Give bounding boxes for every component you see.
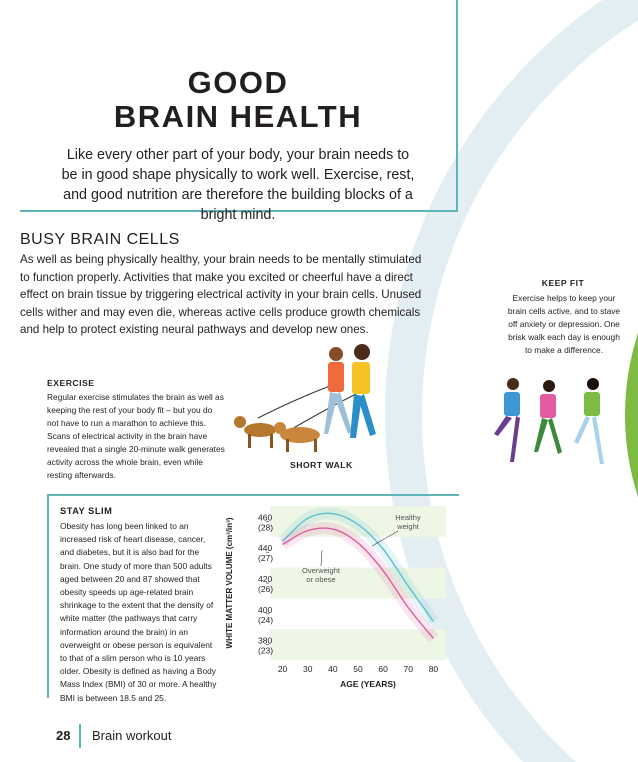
x-tick-label: 50 <box>353 664 363 674</box>
y-tick-label: 440 <box>258 543 273 554</box>
x-tick-label: 80 <box>428 664 439 674</box>
footer-divider <box>79 724 81 748</box>
page-title-line1: GOOD <box>187 65 289 100</box>
walk-caption: SHORT WALK <box>290 460 353 470</box>
y-tick-label: 400 <box>258 604 273 615</box>
grid-band <box>270 629 446 660</box>
x-axis-label: AGE (YEARS) <box>340 679 396 689</box>
header-divider-vertical <box>456 0 458 210</box>
stay-slim-title: STAY SLIM <box>60 506 113 516</box>
exercise-body: Regular exercise stimulates the brain as well as keeping the rest of your body fit – but you do not have to run a marathon to achieve this. Scans of electrical activity in the brain have revealed that a single 20-minute walk generates activity across the whole brain, even while resting afterwards. <box>47 392 225 480</box>
walking-illustration <box>228 338 388 460</box>
annotation-overweight: or obese <box>306 575 336 584</box>
x-tick-label: 20 <box>277 664 288 674</box>
y-tick-sublabel: (24) <box>258 614 274 625</box>
keepfit-body: Exercise helps to keep your brain cells active, and to stave off anxiety or depression. One brisk walk each day is enough to make a difference. <box>507 293 621 355</box>
white-matter-chart <box>222 500 454 694</box>
y-tick-sublabel: (28) <box>258 522 274 533</box>
x-tick-label: 40 <box>328 664 338 674</box>
keepfit-title: KEEP FIT <box>541 278 585 288</box>
annotation-leader <box>321 550 322 566</box>
x-tick-label: 30 <box>302 664 313 674</box>
annotation-healthy: Healthy <box>395 513 421 522</box>
annotation-overweight: Overweight <box>302 566 340 575</box>
annotation-healthy: weight <box>397 522 419 531</box>
page-number: 28 <box>56 728 71 743</box>
stay-slim-body: Obesity has long been linked to an increased risk of heart disease, cancer, and diabetes, but it is also bad for the brain. One study of more than 500 adults aged between 20 and 87 showed that obesity speeds up age-related brain shrinkage to the extent that the density of white matter (the pathways that carry information around the brain) in an overweight or obese person is equivalent to that of a slim person who is 10 years older. Obesity is defined as having a Body Mass Index (BMI) of 30 or more. A healthy BMI is between 18.5 and 25. <box>60 521 217 703</box>
intro-text: Like every other part of your body, your brain needs to be in good shape physically to work well. Exercise, rest, and good nutrition are therefore the building blocks of a bright mind. <box>61 147 415 223</box>
y-tick-sublabel: (26) <box>258 584 274 594</box>
footer-section-label: Brain workout <box>92 728 172 743</box>
section-body: As well as being physically healthy, your brain needs to be mentally stimulated to function properly. Activities that make you excited or cheerful have a direct effect on brain tissue by triggering electrical activity in your brain cells. Unused cells wither and may even die, whereas active cells produce growth chemicals and help to protect existing neural pathways and develop new ones. <box>20 253 422 336</box>
y-tick-label: 380 <box>258 635 273 646</box>
y-tick-sublabel: (27) <box>258 553 274 564</box>
running-illustration <box>476 372 626 472</box>
y-tick-label: 460 <box>258 512 273 523</box>
section-heading: BUSY BRAIN CELLS <box>20 231 180 248</box>
page-title-line2: BRAIN HEALTH <box>113 99 363 134</box>
y-tick-label: 420 <box>258 574 273 584</box>
y-axis-label: WHITE MATTER VOLUME (cm³/in³) <box>225 517 234 649</box>
y-tick-sublabel: (23) <box>258 645 274 656</box>
page-title <box>20 66 456 134</box>
x-tick-label: 70 <box>403 664 414 674</box>
exercise-title: EXERCISE <box>47 378 95 388</box>
x-tick-label: 60 <box>378 664 388 674</box>
